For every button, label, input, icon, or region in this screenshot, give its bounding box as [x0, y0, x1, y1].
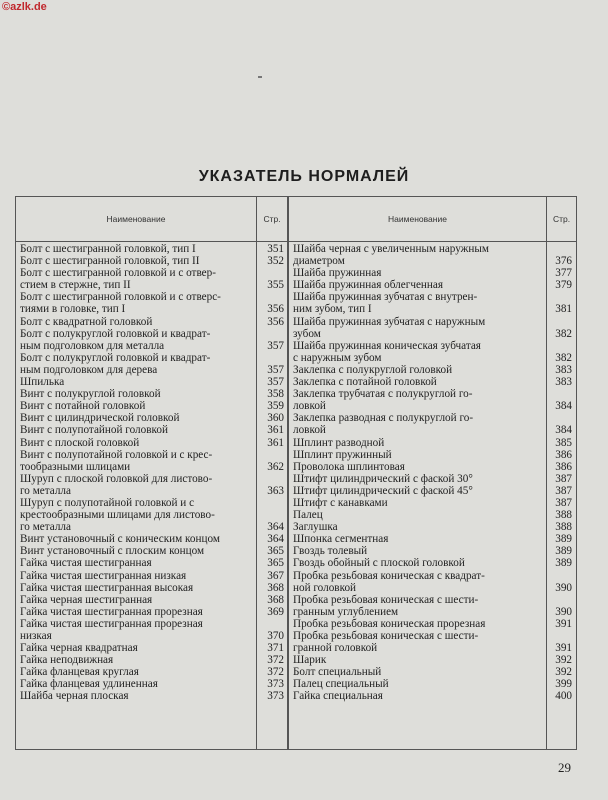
index-entry: [20, 448, 284, 473]
entry-name: [20, 328, 254, 352]
entry-page: 373: [267, 678, 284, 691]
index-entry: [20, 351, 284, 376]
entry-name: [20, 690, 254, 702]
entry-name: [20, 400, 254, 412]
index-entry: [20, 424, 284, 437]
index-entry: [293, 267, 572, 280]
entry-page: 379: [555, 279, 572, 292]
entry-page: 362: [267, 460, 284, 473]
entry-page: 372: [267, 654, 284, 667]
entry-name: [20, 473, 254, 497]
entry-page: 357: [267, 339, 284, 352]
entry-line: Винт с потайной головкой: [20, 400, 146, 413]
entry-name: [293, 449, 542, 461]
index-entry: [293, 678, 572, 691]
entry-page: 381: [555, 303, 572, 316]
entry-page: 382: [555, 351, 572, 364]
entry-line: Шплинт разводной: [293, 436, 385, 449]
entry-name: [293, 291, 542, 315]
index-entry: [20, 605, 284, 618]
entry-line: с наружным зубом: [293, 351, 382, 364]
index-entry: [20, 642, 284, 655]
index-entry: [293, 496, 572, 509]
entry-name: [20, 412, 254, 424]
entry-line: ным подголовком для дерева: [20, 363, 158, 376]
index-entry: [293, 630, 572, 655]
entry-page: 388: [555, 509, 572, 522]
entry-page: 359: [267, 400, 284, 413]
index-entry: [20, 654, 284, 667]
entry-name: [293, 497, 542, 509]
entry-page: 365: [267, 557, 284, 570]
entry-line: крестообразными шлицами для листово-: [20, 509, 215, 522]
entry-name: [293, 666, 542, 678]
index-entry: [293, 376, 572, 389]
entry-line: Винт установочный с плоским концом: [20, 545, 205, 558]
entry-page: 351: [267, 243, 284, 255]
index-entry: [293, 448, 572, 461]
entry-page: 384: [555, 400, 572, 413]
entry-name: [20, 352, 254, 376]
entry-name: [293, 533, 542, 545]
entry-page: 390: [555, 605, 572, 618]
entry-page: 368: [267, 581, 284, 594]
entry-line: го металла: [20, 484, 71, 497]
entry-page: 356: [267, 315, 284, 328]
left-page-divider: [256, 197, 257, 749]
index-entry: [293, 412, 572, 437]
entry-line: Шайба пружинная зубчатая с внутрен-: [293, 291, 478, 304]
entry-page: 390: [555, 581, 572, 594]
entry-line: Болт с полукруглой головкой и квадрат-: [20, 351, 211, 364]
index-entry: [20, 436, 284, 449]
index-entry: [293, 545, 572, 558]
index-entry: [20, 267, 284, 292]
entry-page: 391: [555, 642, 572, 655]
entry-name: [20, 545, 254, 557]
entry-name: [293, 437, 542, 449]
entry-line: Гвоздь толевый: [293, 545, 368, 558]
entry-line: Гайка чистая шестигранная прорезная: [20, 617, 203, 630]
entry-line: зубом: [293, 327, 321, 340]
index-table: [15, 196, 577, 750]
entry-name: [20, 678, 254, 690]
entry-page: 357: [267, 376, 284, 389]
entry-page: 364: [267, 521, 284, 534]
entry-page: 358: [267, 388, 284, 401]
index-entry: [293, 654, 572, 667]
index-entry: [293, 243, 572, 268]
index-entry: [20, 557, 284, 570]
index-entry: [20, 569, 284, 582]
index-entry: [20, 376, 284, 389]
entry-line: Болт с шестигранной головкой, тип II: [20, 255, 200, 268]
entry-line: Болт специальный: [293, 666, 382, 679]
entry-line: ным подголовком для металла: [20, 339, 165, 352]
entry-page: 376: [555, 255, 572, 268]
entry-line: ловкой: [293, 424, 326, 437]
entry-page: 368: [267, 593, 284, 606]
entry-line: Шайба пружинная: [293, 267, 382, 280]
index-entry: [20, 472, 284, 497]
entry-page: 388: [555, 521, 572, 534]
entry-name: [293, 618, 542, 630]
entry-page: 361: [267, 424, 284, 437]
entry-line: Заклепка с полукруглой головкой: [293, 363, 453, 376]
entry-line: Шуруп с плоской головкой для листово-: [20, 472, 213, 485]
index-entry: [20, 593, 284, 606]
entry-name: [293, 485, 542, 497]
index-entry: [293, 472, 572, 485]
entry-page: 377: [555, 267, 572, 280]
entry-name: [20, 594, 254, 606]
index-entry: [293, 569, 572, 594]
index-entry: [293, 690, 572, 703]
entry-name: [293, 279, 542, 291]
entry-line: Болт с шестигранной головкой и с отвер-: [20, 267, 216, 280]
index-entry: [293, 460, 572, 473]
index-entry: [293, 484, 572, 497]
entry-name: [293, 630, 542, 654]
entry-line: Палец специальный: [293, 678, 389, 691]
entry-page: 387: [555, 484, 572, 497]
entry-line: го металла: [20, 521, 71, 534]
entry-page: 389: [555, 533, 572, 546]
index-entry: [293, 521, 572, 534]
entry-name: [293, 412, 542, 436]
entry-line: Заглушка: [293, 521, 338, 534]
entry-name: [20, 570, 254, 582]
entry-page: 357: [267, 363, 284, 376]
right-column: [293, 243, 572, 703]
entry-line: Штифт цилиндрический с фаской 45°: [293, 484, 473, 497]
entry-line: Болт с полукруглой головкой и квадрат-: [20, 327, 211, 340]
entry-page: 370: [267, 630, 284, 642]
entry-page: 387: [555, 472, 572, 485]
entry-line: Гайка чистая шестигранная высокая: [20, 581, 194, 594]
entry-line: Винт с полупотайной головкой: [20, 424, 168, 437]
entry-line: Гайка неподвижная: [20, 654, 114, 667]
left-column: [20, 243, 284, 703]
entry-line: диаметром: [293, 255, 345, 268]
entry-page: 361: [267, 436, 284, 449]
index-entry: [293, 509, 572, 522]
entry-line: Заклепка трубчатая с полукруглой го-: [293, 388, 473, 401]
index-entry: [293, 436, 572, 449]
entry-page: 382: [555, 327, 572, 340]
decorative-dash: [258, 76, 262, 78]
entry-line: гранной головкой: [293, 642, 378, 655]
index-entry: [293, 617, 572, 630]
entry-page: 365: [267, 545, 284, 558]
index-entry: [293, 533, 572, 546]
left-header-name: Наименование: [106, 214, 166, 224]
right-header-name: Наименование: [388, 214, 447, 224]
index-entry: [20, 243, 284, 255]
entry-name: [293, 376, 542, 388]
entry-name: [293, 654, 542, 666]
entry-line: Шайба пружинная коническая зубчатая: [293, 339, 481, 352]
entry-page: 389: [555, 545, 572, 558]
entry-name: [20, 267, 254, 291]
index-entry: [20, 496, 284, 534]
index-entry: [20, 545, 284, 558]
entry-page: 367: [267, 569, 284, 582]
entry-page: 392: [555, 666, 572, 679]
entry-line: ним зубом, тип I: [293, 303, 372, 316]
entry-line: Болт с шестигранной головкой, тип I: [20, 243, 196, 255]
entry-name: [20, 533, 254, 545]
entry-line: Шайба пружинная зубчатая с наружным: [293, 315, 486, 328]
index-entry: [20, 315, 284, 328]
entry-name: [293, 678, 542, 690]
entry-line: тообразными шлицами: [20, 460, 131, 473]
entry-line: Винт установочный с коническим концом: [20, 533, 220, 546]
entry-name: [20, 388, 254, 400]
entry-line: Гайка фланцевая удлиненная: [20, 678, 158, 691]
entry-name: [293, 557, 542, 569]
index-entry: [20, 678, 284, 691]
entry-line: Винт с полукруглой головкой: [20, 388, 161, 401]
index-entry: [20, 400, 284, 413]
entry-line: Заклепка с потайной головкой: [293, 376, 437, 389]
entry-name: [293, 243, 542, 267]
entry-name: [20, 642, 254, 654]
index-entry: [20, 533, 284, 546]
entry-page: 386: [555, 448, 572, 461]
entry-line: Винт с цилиндрической головкой: [20, 412, 180, 425]
entry-line: Палец: [293, 509, 323, 522]
entry-line: Гайка чистая шестигранная низкая: [20, 569, 187, 582]
index-entry: [20, 581, 284, 594]
entry-line: Гайка черная квадратная: [20, 642, 138, 655]
entry-line: Шарик: [293, 654, 327, 667]
entry-page: 399: [555, 678, 572, 691]
entry-line: Шпонка сегментная: [293, 533, 389, 546]
entry-line: Штифт цилиндрический с фаской 30°: [293, 472, 473, 485]
entry-name: [20, 449, 254, 473]
index-entry: [20, 388, 284, 401]
entry-name: [293, 690, 542, 702]
page-title: УКАЗАТЕЛЬ НОРМАЛЕЙ: [198, 168, 410, 185]
entry-page: 372: [267, 666, 284, 679]
index-entry: [293, 666, 572, 679]
watermark: ©azlk.de: [2, 1, 47, 13]
entry-page: 392: [555, 654, 572, 667]
entry-line: Шплинт пружинный: [293, 448, 392, 461]
entry-line: Шайба пружинная облегченная: [293, 279, 443, 292]
entry-line: Гайка чистая шестигранная: [20, 557, 152, 570]
index-entry: [293, 593, 572, 618]
entry-line: Проволока шплинтовая: [293, 460, 405, 473]
entry-name: [293, 388, 542, 412]
center-divider: [287, 197, 289, 749]
entry-line: низкая: [20, 630, 52, 642]
entry-line: тиями в головке, тип I: [20, 303, 126, 316]
entry-name: [293, 461, 542, 473]
entry-line: Пробка резьбовая коническая с шести-: [293, 630, 479, 642]
entry-page: 400: [555, 690, 572, 703]
right-header-page: Стр.: [552, 214, 571, 224]
entry-page: 383: [555, 376, 572, 389]
entry-line: ной головкой: [293, 581, 357, 594]
index-entry: [20, 255, 284, 268]
index-entry: [20, 690, 284, 703]
entry-line: Гайка специальная: [293, 690, 383, 703]
entry-name: [293, 509, 542, 521]
entry-name: [20, 666, 254, 678]
entry-name: [20, 497, 254, 533]
entry-name: [20, 255, 254, 267]
entry-line: Болт с квадратной головкой: [20, 315, 153, 328]
entry-name: [293, 364, 542, 376]
entry-page: 356: [267, 303, 284, 316]
index-entry: [20, 412, 284, 425]
entry-page: 355: [267, 279, 284, 292]
entry-page: 371: [267, 642, 284, 655]
entry-page: 360: [267, 412, 284, 425]
index-entry: [20, 291, 284, 316]
entry-page: 389: [555, 557, 572, 570]
entry-name: [20, 291, 254, 315]
entry-name: [20, 654, 254, 666]
index-entry: [293, 388, 572, 413]
entry-page: 364: [267, 533, 284, 546]
entry-line: Гвоздь обойный с плоской головкой: [293, 557, 465, 570]
entry-line: ловкой: [293, 400, 326, 413]
entry-page: 386: [555, 460, 572, 473]
entry-name: [293, 473, 542, 485]
header-divider: [16, 241, 576, 242]
entry-line: Винт с полупотайной головкой и с крес-: [20, 448, 213, 461]
entry-name: [293, 521, 542, 533]
entry-line: Шуруп с полупотайной головкой и с: [20, 496, 195, 509]
entry-name: [20, 243, 254, 255]
entry-page: 385: [555, 436, 572, 449]
index-entry: [20, 617, 284, 642]
entry-line: Пробка резьбовая коническая с квадрат-: [293, 569, 485, 582]
left-header-page: Стр.: [263, 214, 281, 224]
page-number: 29: [558, 760, 571, 775]
entry-line: Шайба черная с увеличенным наружным: [293, 243, 489, 255]
index-entry: [20, 666, 284, 679]
entry-line: Гайка чистая шестигранная прорезная: [20, 605, 203, 618]
entry-name: [20, 376, 254, 388]
entry-line: Шайба черная плоская: [20, 690, 129, 703]
entry-line: гранным углублением: [293, 605, 399, 618]
entry-line: Пробка резьбовая коническая с шести-: [293, 593, 479, 606]
entry-line: Гайка фланцевая круглая: [20, 666, 139, 679]
entry-name: [293, 267, 542, 279]
entry-page: 384: [555, 424, 572, 437]
entry-line: Гайка черная шестигранная: [20, 593, 153, 606]
index-entry: [293, 279, 572, 292]
entry-page: 363: [267, 484, 284, 497]
index-entry: [20, 327, 284, 352]
entry-name: [293, 316, 542, 340]
entry-page: 352: [267, 255, 284, 268]
entry-page: 391: [555, 617, 572, 630]
entry-line: Шпилька: [20, 376, 65, 389]
index-entry: [293, 363, 572, 376]
index-entry: [293, 315, 572, 340]
entry-page: 387: [555, 496, 572, 509]
index-entry: [293, 557, 572, 570]
entry-name: [20, 316, 254, 328]
index-entry: [293, 291, 572, 316]
entry-page: 369: [267, 605, 284, 618]
index-entry: [293, 339, 572, 364]
entry-line: Болт с шестигранной головкой и с отверс-: [20, 291, 221, 304]
entry-line: Заклепка разводная с полукруглой го-: [293, 412, 474, 425]
entry-line: стием в стержне, тип II: [20, 279, 131, 292]
entry-name: [20, 437, 254, 449]
entry-name: [293, 545, 542, 557]
entry-name: [293, 570, 542, 594]
entry-name: [20, 582, 254, 594]
entry-page: 383: [555, 363, 572, 376]
entry-line: Пробка резьбовая коническая прорезная: [293, 617, 486, 630]
entry-line: Винт с плоской головкой: [20, 436, 140, 449]
entry-name: [293, 594, 542, 618]
entry-name: [293, 340, 542, 364]
entry-line: Штифт с канавками: [293, 496, 388, 509]
entry-name: [20, 557, 254, 569]
entry-name: [20, 618, 254, 642]
entry-page: 373: [267, 690, 284, 703]
entry-name: [20, 424, 254, 436]
entry-name: [20, 606, 254, 618]
